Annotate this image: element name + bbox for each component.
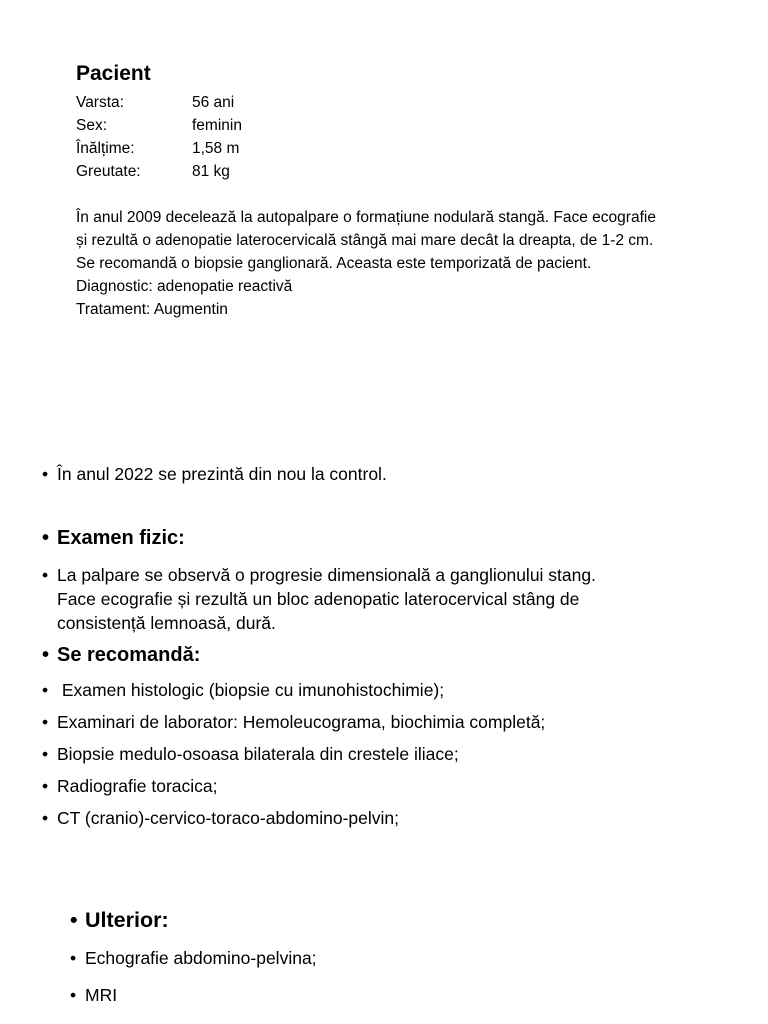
history-paragraph	[76, 206, 746, 321]
exam-line: Face ecografie și rezultă un bloc adenopatic laterocervical stâng de	[57, 589, 580, 609]
bullet-dot-icon: •	[70, 908, 78, 932]
bullet-dot-icon: •	[70, 985, 77, 1005]
field-label: Înălțime:	[76, 140, 135, 157]
bullet-dot-icon: •	[42, 712, 49, 732]
later-item-text: Echografie abdomino-pelvina;	[85, 948, 317, 968]
history-line: Tratament: Augmentin	[76, 301, 228, 318]
history-line: Se recomandă o biopsie ganglionară. Aceasta este temporizată de pacient.	[76, 255, 592, 272]
bullet-dot-icon: •	[42, 680, 49, 700]
exam-text-block	[42, 563, 596, 635]
field-label: Varsta:	[76, 94, 124, 111]
bullet-dot-icon: •	[42, 464, 49, 484]
bullet-dot-icon: •	[42, 644, 50, 666]
field-label: Greutate:	[76, 163, 141, 180]
bullet-dot-icon: •	[42, 776, 49, 796]
field-height	[76, 137, 242, 160]
recommend-item-text: Radiografie toracica;	[57, 776, 218, 796]
field-value: 81 kg	[192, 163, 230, 180]
intro-text: În anul 2022 se prezintă din nou la control.	[57, 464, 387, 484]
recommend-item-text: Examen histologic (biopsie cu imunohistochimie);	[57, 680, 445, 700]
patient-fields	[76, 91, 242, 183]
recommend-item-text: Biopsie medulo-osoasa bilaterala din crestele iliace;	[57, 744, 459, 764]
bullet-dot-icon: •	[42, 744, 49, 764]
field-value: feminin	[192, 117, 242, 134]
later-heading-bullet	[70, 908, 169, 933]
exam-line: La palpare se observă o progresie dimensională a ganglionului stang.	[57, 565, 596, 585]
field-age	[76, 91, 242, 114]
history-line: Diagnostic: adenopatie reactivă	[76, 278, 293, 295]
recommend-item	[42, 678, 444, 702]
bullet-dot-icon: •	[70, 948, 77, 968]
recommend-item	[42, 774, 218, 798]
field-value: 1,58 m	[192, 140, 240, 157]
later-heading: Ulterior:	[85, 908, 169, 932]
later-item	[70, 948, 317, 969]
exam-heading-bullet	[42, 527, 185, 550]
later-item	[70, 985, 117, 1006]
recommend-item-text: Examinari de laborator: Hemoleucograma, biochimia completă;	[57, 712, 546, 732]
bullet-dot-icon: •	[42, 527, 50, 549]
history-line: În anul 2009 decelează la autopalpare o formațiune nodulară stangă. Face ecografie	[76, 209, 656, 226]
bullet-dot-icon: •	[42, 808, 49, 828]
recommend-item-text: CT (cranio)-cervico-toraco-abdomino-pelvin;	[57, 808, 400, 828]
bullet-dot-icon: •	[42, 565, 49, 585]
later-item-text: MRI	[85, 985, 118, 1005]
intro-bullet	[42, 462, 387, 486]
field-value: 56 ani	[192, 94, 235, 111]
exam-heading: Examen fizic:	[57, 527, 185, 549]
history-line: și rezultă o adenopatie laterocervicală stângă mai mare decât la dreapta, de 1-2 cm.	[76, 232, 654, 249]
patient-title: Pacient	[76, 62, 151, 85]
field-label: Sex:	[76, 117, 108, 134]
recommend-item	[42, 806, 399, 830]
recommend-item	[42, 710, 545, 734]
exam-bullet	[42, 563, 596, 587]
recommend-item	[42, 742, 459, 766]
field-sex	[76, 114, 242, 137]
field-weight	[76, 160, 242, 183]
recommend-heading: Se recomandă:	[57, 644, 201, 666]
recommend-heading-bullet	[42, 644, 200, 667]
exam-line: consistență lemnoasă, dură.	[57, 613, 276, 633]
